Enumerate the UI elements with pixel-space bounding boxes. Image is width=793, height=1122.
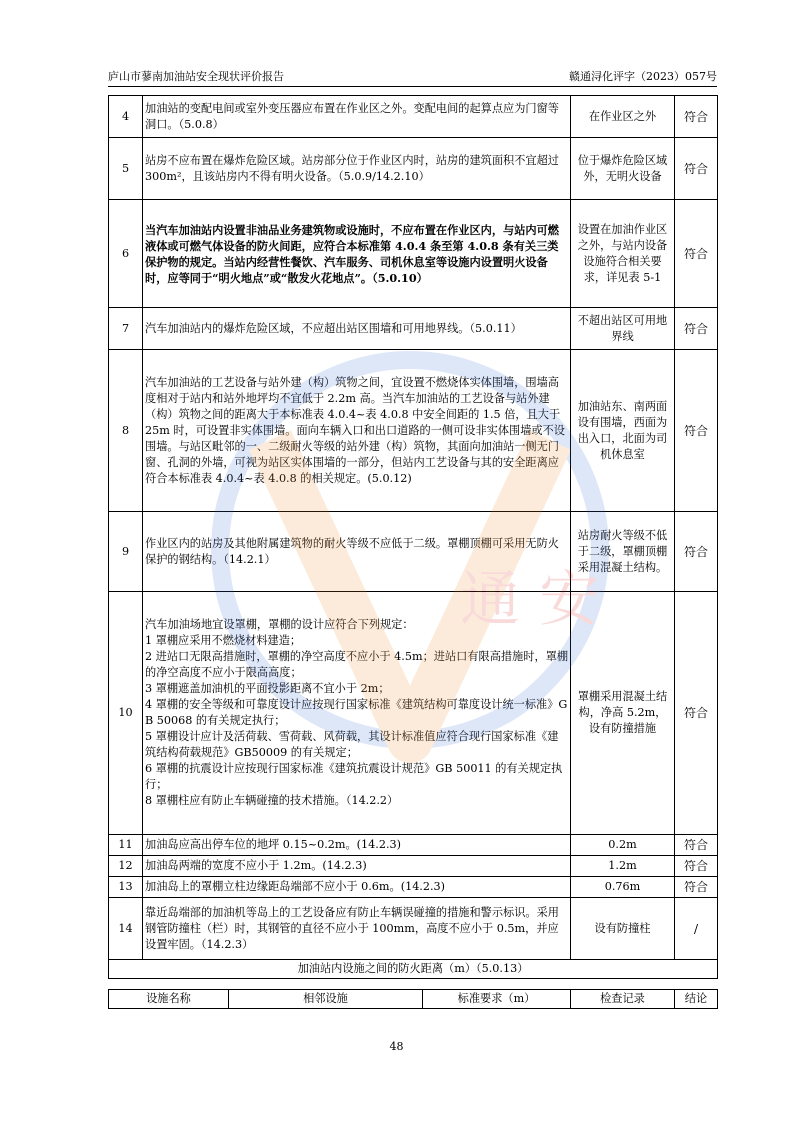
conclusion: 符合 bbox=[675, 308, 718, 350]
requirement-text: 作业区内的站房及其他附属建筑物的耐火等级不应低于二级。罩棚顶棚可采用无防火保护的钢结构。（14.2.1） bbox=[143, 512, 571, 592]
conclusion: 符合 bbox=[675, 350, 718, 512]
row-number: 13 bbox=[109, 877, 143, 898]
check-record: 设有防撞柱 bbox=[571, 898, 675, 960]
requirement-text: 汽车加油场地宜设罩棚，罩棚的设计应符合下列规定： 1 罩棚应采用不燃烧材料建造； 2 进站口无限高措施时，罩棚的净空高度不应小于 4.5m；进站口有限高措施时，罩棚的净空高度不应小于限高高度； 3 罩棚遮盖加油机的平面投影距离不宜小于 2m； 4 罩棚的安全等级和可靠度设计应按现行国家标准《建筑结构可靠度设计统一标准》GB 50068 的有关规定执行； 5 罩棚设计应计及活荷载、雪荷载、风荷载，其设计标准值应符合现行国家标准《建筑结构荷载规范》GB50009 的有关规定； 6 罩棚的抗震设计应按现行国家标准《建筑抗震设计规范》GB 50011 的有关规定执行； 8 罩棚柱应有防止车辆碰撞的技术措施。（14.2.2） bbox=[143, 592, 571, 835]
table-body bbox=[109, 96, 718, 960]
watermark-text: 通 安 bbox=[460, 565, 600, 635]
check-record: 设置在加油作业区之外，与站内设备设施符合相关要求，详见表 5-1 bbox=[571, 200, 675, 308]
span-row bbox=[109, 960, 718, 979]
requirement-text: 当汽车加油站内设置非油品业务建筑物或设施时，不应布置在作业区内，与站内可燃液体或可燃气体设备的防火间距，应符合本标准第 4.0.4 条至第 4.0.8 条有关三类保护物的规定。当站内经营性餐饮、汽车服务、司机休息室等设施内设置明火设备时，应等同于“明火地点”或“散发火花地点”。（5.0.10） bbox=[143, 200, 571, 308]
row-number: 14 bbox=[109, 898, 143, 960]
col-conclusion: 结论 bbox=[675, 990, 718, 1009]
conclusion: 符合 bbox=[675, 835, 718, 856]
conclusion: 符合 bbox=[675, 592, 718, 835]
row-number: 12 bbox=[109, 856, 143, 877]
table-row bbox=[109, 200, 718, 308]
requirement-text: 加油岛两端的宽度不应小于 1.2m。(14.2.3) bbox=[143, 856, 571, 877]
report-number: 赣通浔化评字（2023）057号 bbox=[569, 70, 717, 83]
col-facility-name: 设施名称 bbox=[109, 990, 229, 1009]
requirement-text: 加油岛应高出停车位的地坪 0.15~0.2m。(14.2.3) bbox=[143, 835, 571, 856]
page-header bbox=[108, 70, 717, 86]
row-number: 4 bbox=[109, 96, 143, 138]
col-adjacent-facility: 相邻设施 bbox=[229, 990, 423, 1009]
table-row bbox=[109, 512, 718, 592]
sub-header-row bbox=[109, 990, 718, 1009]
conclusion: 符合 bbox=[675, 200, 718, 308]
span-row-title: 加油站内设施之间的防火距离（m）（5.0.13） bbox=[109, 960, 718, 979]
distance-subtable bbox=[108, 989, 718, 1009]
requirement-text: 站房不应布置在爆炸危险区域。站房部分位于作业区内时，站房的建筑面积不宜超过 300m²，且该站房内不得有明火设备。（5.0.9/14.2.10） bbox=[143, 138, 571, 200]
conclusion: / bbox=[675, 898, 718, 960]
check-record: 罩棚采用混凝土结构，净高 5.2m，设有防撞措施 bbox=[571, 592, 675, 835]
conclusion: 符合 bbox=[675, 877, 718, 898]
table-row bbox=[109, 96, 718, 138]
conclusion: 符合 bbox=[675, 856, 718, 877]
row-number: 9 bbox=[109, 512, 143, 592]
table-row bbox=[109, 138, 718, 200]
table-row bbox=[109, 835, 718, 856]
conclusion: 符合 bbox=[675, 512, 718, 592]
check-record: 加油站东、南两面设有围墙，西面为出入口，北面为司机休息室 bbox=[571, 350, 675, 512]
table-row bbox=[109, 350, 718, 512]
table-row bbox=[109, 898, 718, 960]
conclusion: 符合 bbox=[675, 138, 718, 200]
requirement-text: 汽车加油站的工艺设备与站外建（构）筑物之间，宜设置不燃烧体实体围墙，围墙高度相对于站内和站外地坪均不宜低于 2.2m 高。当汽车加油站的工艺设备与站外建（构）筑物之间的距离大于本标准表 4.0.4~表 4.0.8 中安全间距的 1.5 倍，且大于 25m 时，可设置非实体围墙。面向车辆入口和出口道路的一侧可设非实体围墙或不设围墙。与站区毗邻的一、二级耐火等级的站外建（构）筑物，其面向加油站一侧无门窗、孔洞的外墙，可视为站区实体围墙的一部分，但站内工艺设备与其的安全距离应符合本标准表 4.0.4~表 4.0.8 的相关规定。(5.0.12) bbox=[143, 350, 571, 512]
requirement-text: 汽车加油站内的爆炸危险区域，不应超出站区围墙和可用地界线。（5.0.11） bbox=[143, 308, 571, 350]
table-row bbox=[109, 856, 718, 877]
row-number: 7 bbox=[109, 308, 143, 350]
check-record: 不超出站区可用地界线 bbox=[571, 308, 675, 350]
page-number: 48 bbox=[389, 1040, 404, 1053]
check-record: 站房耐火等级不低于二级，罩棚顶棚采用混凝土结构。 bbox=[571, 512, 675, 592]
check-record: 在作业区之外 bbox=[571, 96, 675, 138]
col-check-record: 检查记录 bbox=[571, 990, 675, 1009]
requirement-text: 靠近岛端部的加油机等岛上的工艺设备应有防止车辆误碰撞的措施和警示标识。采用钢管防撞柱（栏）时，其钢管的直径不应小于 100mm，高度不应小于 0.5m，并应设置牢固。（14.2.3） bbox=[143, 898, 571, 960]
table-row bbox=[109, 877, 718, 898]
check-record: 位于爆炸危险区域外，无明火设备 bbox=[571, 138, 675, 200]
requirement-text: 加油站的变配电间或室外变压器应布置在作业区之外。变配电间的起算点应为门窗等洞口。（5.0.8） bbox=[143, 96, 571, 138]
header-rule bbox=[108, 86, 717, 87]
report-title: 庐山市蓼南加油站安全现状评价报告 bbox=[108, 70, 284, 83]
check-record: 0.2m bbox=[571, 835, 675, 856]
check-record: 1.2m bbox=[571, 856, 675, 877]
row-number: 11 bbox=[109, 835, 143, 856]
table-row bbox=[109, 308, 718, 350]
table-row bbox=[109, 592, 718, 835]
row-number: 8 bbox=[109, 350, 143, 512]
col-standard-requirement: 标准要求（m） bbox=[423, 990, 571, 1009]
check-record: 0.76m bbox=[571, 877, 675, 898]
row-number: 10 bbox=[109, 592, 143, 835]
evaluation-table bbox=[108, 95, 718, 979]
row-number: 5 bbox=[109, 138, 143, 200]
conclusion: 符合 bbox=[675, 96, 718, 138]
row-number: 6 bbox=[109, 200, 143, 308]
requirement-text: 加油岛上的罩棚立柱边缘距岛端部不应小于 0.6m。(14.2.3) bbox=[143, 877, 571, 898]
